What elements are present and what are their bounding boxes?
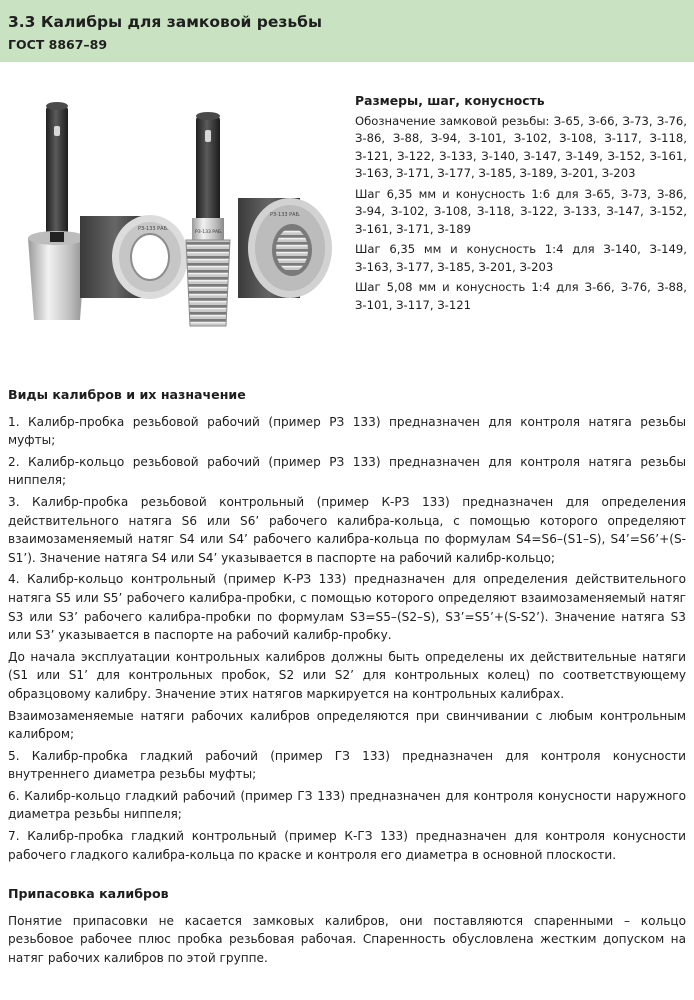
types-heading: Виды калибров и их назначение [8, 387, 246, 402]
plug-marking: РЗ-133 РАБ. [195, 230, 223, 235]
specs-paragraph: Шаг 6,35 мм и конусность 1:4 для З-140, З-149, З-163, З-177, З-185, З-201, З-203 [355, 242, 687, 274]
specs-heading: Размеры, шаг, конусность [355, 93, 545, 108]
threaded-plug-gauge [186, 112, 230, 326]
specs-paragraph: Обозначение замковой резьбы: З-65, З-66, З-73, З-76, З-86, З-88, З-94, З-101, З-102, З-108, З-117, З-118, З-121, З-122, З-133, З-140, З-147, З-149, З-152, З-161, З-163, З-171, З-177, З-185, З-189, З-201, З-203 [355, 113, 687, 180]
fitting-paragraph: Понятие припасовки не касается замковых калибров, они поставляются спаренными – кольцо резьбовое рабочее плюс пробка резьбовая рабочая. Спаренность обусловлена жестким допуском на натяг рабочих калибров по этой группе. [8, 913, 686, 966]
gauges-photo [8, 88, 338, 333]
types-paragraph: 1. Калибр-пробка резьбовой рабочий (пример РЗ 133) предназначен для контроля натяга резьбы муфты; [8, 414, 686, 448]
section-title: 3.3 Калибры для замковой резьбы [8, 13, 323, 31]
types-paragraph: До начала эксплуатации контрольных калибров должны быть определены их действительные натяги (S1 или S1’ для контрольных пробок, S2 или S2’ для контрольных колец) по соответствующему образцовому калибру. Значение этих натягов маркируется на контрольных калибрах. [8, 649, 686, 701]
ring-marking-right: РЗ-133 РАБ. [270, 212, 301, 218]
threaded-ring-gauge [238, 198, 332, 298]
main-text [8, 386, 686, 971]
types-paragraph: 7. Калибр-пробка гладкий контрольный (пример К-ГЗ 133) предназначен для контроля конусности рабочего гладкого калибра-кольца по краске и контроля его диаметра в основной плоскости. [8, 829, 686, 862]
types-paragraph: 3. Калибр-пробка резьбовой контрольный (пример К-РЗ 133) предназначен для определения действительного натяга S6 или S6’ рабочего калибра-кольца, с помощью которого определяют взаимозаменяемый натяг S4 или S4’ рабочего калибра-кольца по формулам S4=S6–(S1–S), S4’=S6’+(S-S1’). Значение натяга S4 или S4’ указывается в паспорте на рабочий калибр-кольцо; [8, 494, 686, 565]
smooth-plug-gauge [28, 102, 86, 320]
fitting-heading: Припасовка калибров [8, 886, 169, 902]
specs-paragraph: Шаг 5,08 мм и конусность 1:4 для З-66, З-76, З-88, З-101, З-117, З-121 [355, 280, 687, 312]
header-band [0, 0, 694, 62]
types-paragraph: 4. Калибр-кольцо контрольный (пример К-РЗ 133) предназначен для определения действительного натяга S5 или S5’ рабочего калибра-пробки, с помощью которого определяют взаимозаменяемый натяг S3 или S3’ рабочего калибра-пробки по формулам S3=S5–(S2–S), S3’=S5’+(S-S2’). Значение натяга S3 или S3’ указывается в паспорте на рабочий калибр-пробку. [8, 572, 686, 643]
smooth-ring-gauge [80, 215, 188, 299]
types-paragraph: 6. Калибр-кольцо гладкий рабочий (пример ГЗ 133) предназначен для контроля конусности наружного диаметра резьбы ниппеля; [8, 788, 686, 822]
specs-paragraph: Шаг 6,35 мм и конусность 1:6 для З-65, З-73, З-86, З-94, З-102, З-108, З-118, З-122, З-133, З-147, З-152, З-161, З-171, З-189 [355, 186, 687, 236]
types-paragraph: 5. Калибр-пробка гладкий рабочий (пример ГЗ 133) предназначен для контроля конусности внутреннего диаметра резьбы муфты; [8, 748, 686, 782]
section-spacer [8, 867, 686, 885]
types-paragraph: Взаимозаменяемые натяги рабочих калибров определяются при свинчивании с любым контрольным калибром; [8, 708, 686, 742]
types-paragraph: 2. Калибр-кольцо резьбовой рабочий (пример РЗ 133) предназначен для контроля натяга резьбы ниппеля; [8, 454, 686, 488]
standard-subtitle: ГОСТ 8867–89 [8, 37, 108, 52]
ring-marking-left: РЗ-133 РАБ. [138, 226, 169, 232]
specs-block [355, 92, 687, 317]
